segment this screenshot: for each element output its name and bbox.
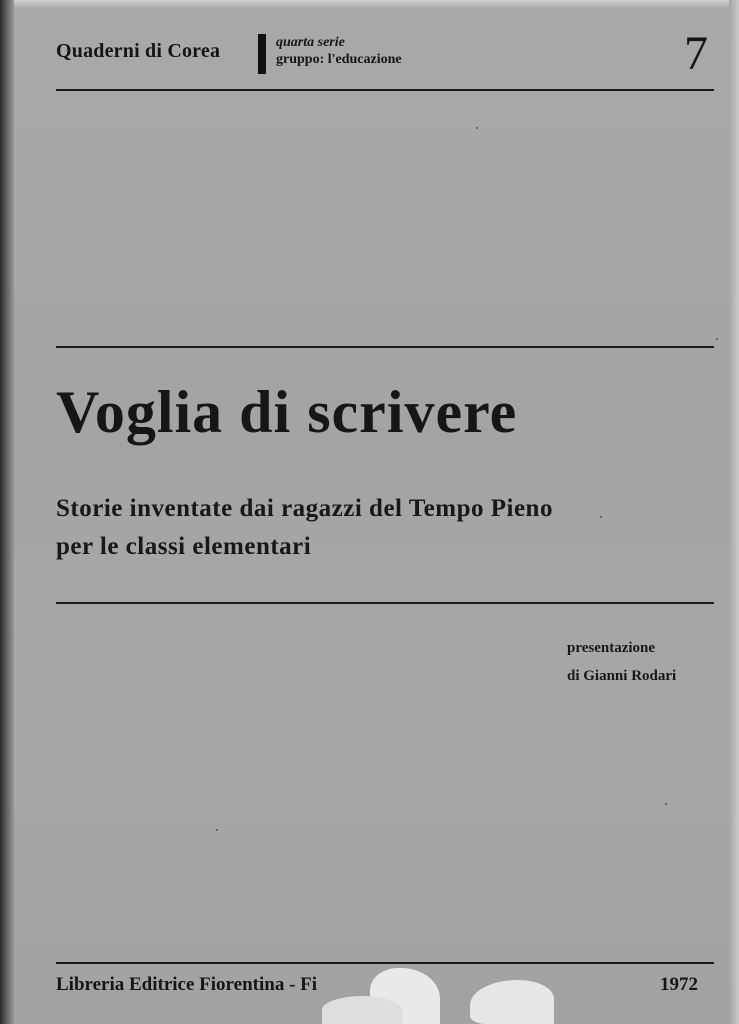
- series-name: Quaderni di Corea: [56, 40, 221, 62]
- publication-year: 1972: [660, 974, 698, 995]
- cover-right-edge: [729, 0, 739, 1024]
- cover-spine-edge: [0, 0, 14, 1024]
- torn-paper-patch-3: [470, 980, 554, 1024]
- presentation-label: presentazione: [567, 640, 656, 656]
- title-bottom-rule: [56, 602, 714, 604]
- subtitle-line-1: Storie inventate dai ragazzi del Tempo Pieno: [56, 495, 553, 522]
- publisher-name: Libreria Editrice Fiorentina - Fi: [56, 974, 318, 995]
- book-subtitle: [56, 490, 553, 566]
- series-details: [276, 34, 402, 68]
- presentation-author: di Gianni Rodari: [567, 668, 677, 684]
- book-title: Voglia di scrivere: [56, 379, 518, 445]
- issue-number: 7: [684, 27, 708, 80]
- series-line-2: gruppo: l'educazione: [276, 52, 402, 67]
- title-top-rule: [56, 346, 714, 348]
- series-divider-bar: [258, 34, 266, 74]
- presentation-credit: [567, 634, 676, 690]
- subtitle-line-2: per le classi elementari: [56, 533, 312, 560]
- torn-paper-patch-2: [322, 996, 402, 1024]
- footer-rule: [56, 962, 714, 964]
- series-line-1: quarta serie: [276, 35, 345, 50]
- header-rule: [56, 89, 714, 91]
- cover-top-edge: [0, 0, 739, 8]
